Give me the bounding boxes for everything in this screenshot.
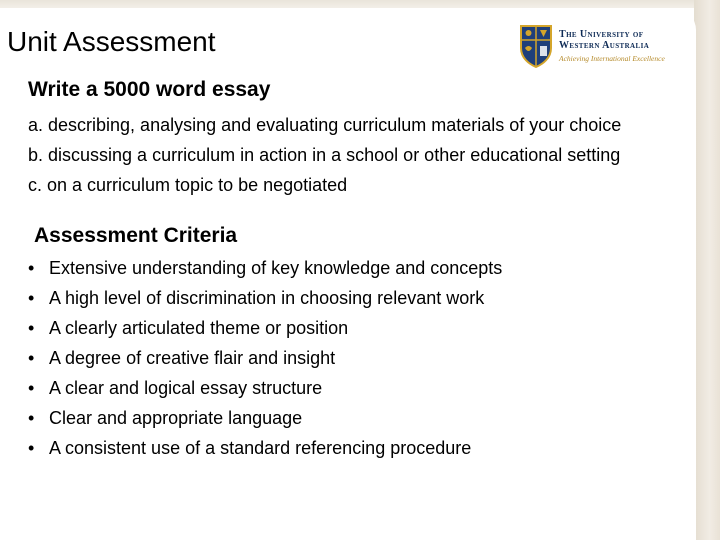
criteria-item: [28, 253, 502, 283]
criteria-item-text: Clear and appropriate language: [49, 408, 303, 428]
criteria-list: [28, 253, 502, 463]
bullet-icon: •: [28, 378, 35, 398]
criteria-item: [28, 403, 502, 433]
essay-option: c. on a curriculum topic to be negotiated: [28, 175, 348, 195]
university-name-line-1: The University of: [559, 29, 644, 40]
essay-option: b. discussing a curriculum in action in a school or other educational setting: [28, 145, 621, 165]
criteria-item: [28, 283, 502, 313]
slide-frame-right: [694, 0, 720, 540]
bullet-icon: •: [28, 348, 35, 368]
slide-frame-top: [0, 0, 720, 8]
university-tagline: Achieving International Excellence: [559, 54, 665, 63]
criteria-item: [28, 373, 502, 403]
criteria-item-text: A degree of creative flair and insight: [49, 348, 336, 368]
essay-options-list: [28, 110, 621, 200]
criteria-item-text: A consistent use of a standard referencing procedure: [49, 438, 472, 458]
criteria-item: [28, 433, 502, 463]
university-logo: [519, 24, 679, 70]
criteria-item-text: A clear and logical essay structure: [49, 378, 323, 398]
university-crest-icon: [519, 24, 553, 68]
university-name-line-2: Western Australia: [559, 40, 650, 51]
page-title: Unit Assessment: [7, 26, 216, 57]
criteria-item-text: Extensive understanding of key knowledge and concepts: [49, 258, 503, 278]
bullet-icon: •: [28, 438, 35, 458]
criteria-item-text: A clearly articulated theme or position: [49, 318, 349, 338]
bullet-icon: •: [28, 408, 35, 428]
criteria-item: [28, 343, 502, 373]
essay-heading: Write a 5000 word essay: [28, 78, 271, 101]
bullet-icon: •: [28, 258, 35, 278]
criteria-heading: Assessment Criteria: [34, 224, 238, 247]
bullet-icon: •: [28, 288, 35, 308]
essay-option: a. describing, analysing and evaluating curriculum materials of your choice: [28, 115, 622, 135]
criteria-item: [28, 313, 502, 343]
university-name: [559, 29, 649, 51]
criteria-item-text: A high level of discrimination in choosing relevant work: [49, 288, 485, 308]
bullet-icon: •: [28, 318, 35, 338]
